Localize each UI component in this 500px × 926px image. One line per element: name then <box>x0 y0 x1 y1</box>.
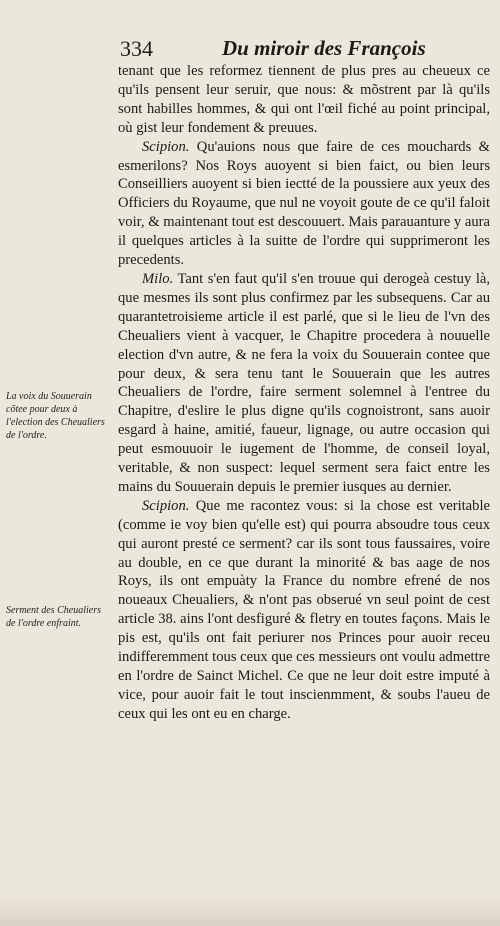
margin-note-serment: Serment des Cheualiers de l'ordre enfraint. <box>6 605 101 629</box>
paragraph: Scipion. Que me racontez vous: si la chose est veritable (comme ie voy bien qu'elle est) qui pourra absoudre tous ceux qui auront presté ce serment? car ils sont tous faussaires, voire au double, en ce que durant la minorité & bas aage de nos Roys, ils ont empuàty la France du nombre efrené de nos noueaux Cheualiers, & n'ont pas obserué vn seul point de cest article 38. ains l'ont desfiguré & fletry en toutes façons. Mais le pis est, qu'ils ont fait periurer nos Princes pour auoir receu indifferemment tous ceux que ces messieurs ont voulu admettre en l'ordre de Sainct Michel. Ce que ne leur doit estre imputé à vice, pour auoir fait le tout inscienmment, & soubs l'aueu de ceux qui les ont eu en charge. <box>118 497 490 722</box>
page-edge-shadow <box>0 896 500 926</box>
page-number: 334 <box>120 36 153 61</box>
speaker-name: Scipion. <box>142 497 190 514</box>
speaker-name: Milo. <box>142 270 174 287</box>
paragraph: Milo. Tant s'en faut qu'il s'en trouue qui derogeà cestuy là, que mesmes ils sont plus confirmez par les subsequens. Car au quarantetroisieme article il est parlé, que si le lieu de l'vn des Cheualiers vient à vacquer, le Chapitre procedera à nouuelle election d'vn autre, & ne fera la voix du Souuerain contee que pour deux, & sera tenu tant le Souuerain que les autres Cheualiers de l'ordre, faire serment solemnel à l'entree du Chapitre, d'eslire le plus digne qu'ils cognoistront, sans auoir esgard à haine, amitié, faueur, lignage, ou autre occasion qui peut esmouuoir le iugement de l'homme, de conseil loyal, veritable, & non suspect: lequel serment sera faict entre les mains du Souuerain depuis le premier iusques au dernier. <box>118 270 490 495</box>
paragraph: tenant que les reformez tiennent de plus pres au cheueux ce qu'ils pensent leur seruir, que nous: & mõstrent par là qu'ils sont habilles hommes, & qui ont l'œil fiché au point principal, où gist leur fondement & preuues. <box>118 63 490 136</box>
margin-note-voix-souuerain: La voix du Souuerain cõtee pour deux à l'election des Cheualiers de l'ordre. <box>6 391 105 441</box>
main-text <box>118 62 490 724</box>
running-title: Du miroir des François <box>222 36 426 60</box>
speaker-name: Scipion. <box>142 138 190 155</box>
paragraph: Scipion. Qu'auions nous que faire de ces mouchards & esmerilons? Nos Roys auoyent si bien faict, ou bien leurs Conseilliers auoyent si bien iectté de la poussiere aux yeux des Officiers du Royaume, que nul ne voyoit goute de ce qu'il faloit voir, & maintenant tout est descouuert. Mais parauanture y aura il quelques articles à la suitte de l'ordre qui supprimeront les precedents. <box>118 138 490 269</box>
